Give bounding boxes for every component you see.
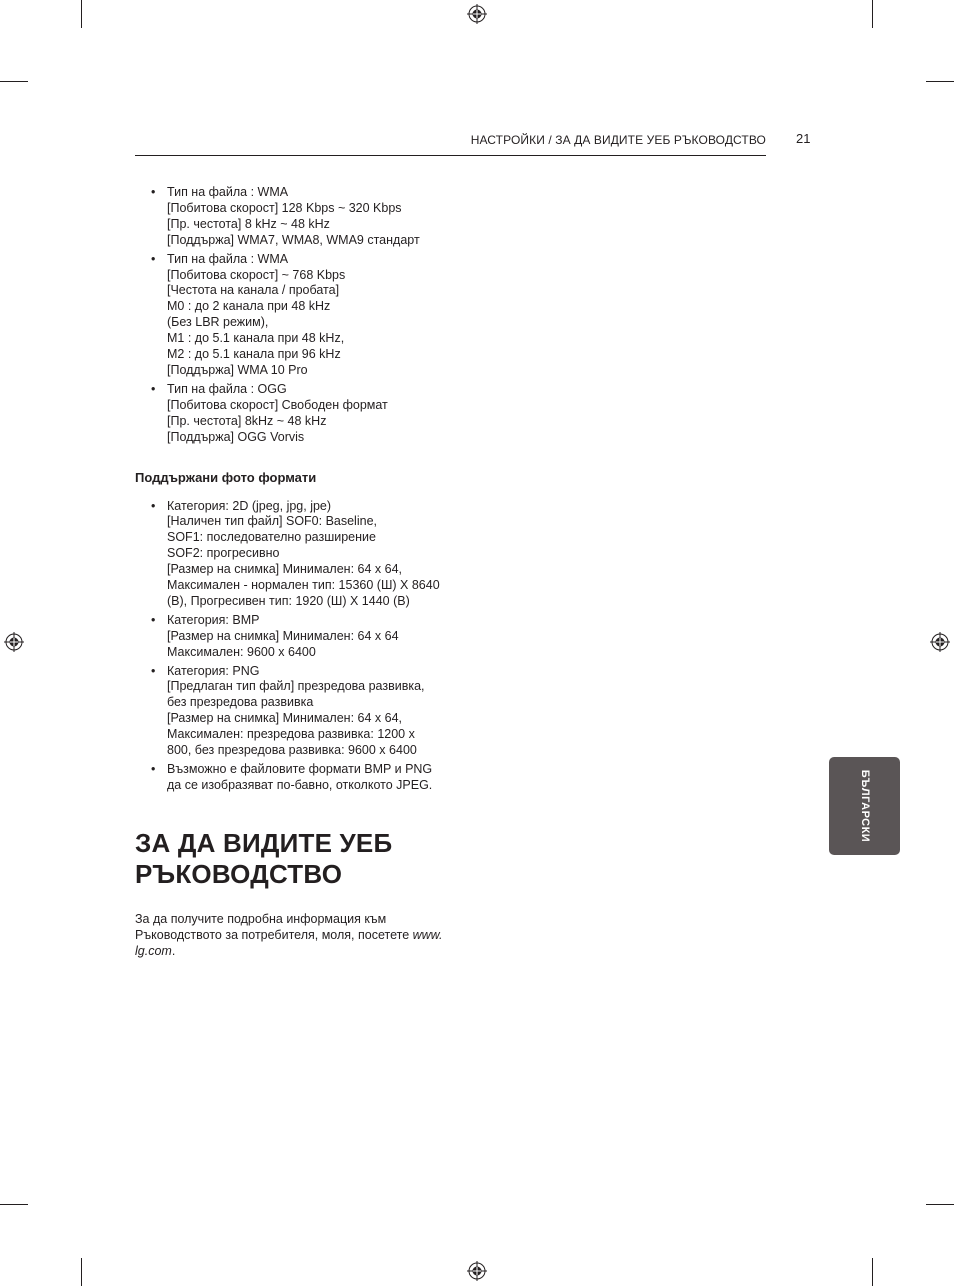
item-line: Максимален - нормален тип: 15360 (Ш) X 8640 bbox=[167, 578, 440, 593]
item-line: без презредова развивка bbox=[167, 695, 314, 710]
intro-line bbox=[135, 944, 475, 960]
item-line: SOF2: прогресивно bbox=[167, 546, 280, 561]
language-tab bbox=[829, 757, 900, 855]
crop-mark bbox=[81, 1258, 82, 1286]
list-item bbox=[135, 185, 475, 249]
item-line: SOF1: последователно разширение bbox=[167, 530, 376, 545]
list-item bbox=[135, 252, 475, 379]
crop-mark bbox=[0, 1204, 28, 1205]
item-line: да се изобразяват по-бавно, отколкото JPEG. bbox=[167, 777, 433, 792]
crop-mark bbox=[872, 0, 873, 28]
item-line: Категория: 2D (jpeg, jpg, jpe) bbox=[167, 498, 332, 513]
crop-mark bbox=[872, 1258, 873, 1286]
bullet-icon: • bbox=[151, 185, 156, 199]
registration-mark-icon bbox=[467, 1261, 487, 1281]
bullet-icon: • bbox=[151, 498, 156, 513]
item-line: Тип на файла : WMA bbox=[167, 185, 289, 199]
section-title-web-manual bbox=[135, 828, 475, 890]
crop-mark bbox=[926, 81, 954, 82]
item-line: M2 : до 5.1 канала при 96 kHz bbox=[167, 347, 341, 362]
bullet-icon: • bbox=[151, 663, 156, 678]
item-line: Тип на файла : WMA bbox=[167, 251, 289, 266]
bullet-icon: • bbox=[151, 381, 156, 396]
title-line: ЗА ДА ВИДИТЕ УЕБ bbox=[135, 827, 393, 858]
item-line: [Наличен тип файл] SOF0: Baseline, bbox=[167, 514, 377, 529]
website-link[interactable]: lg.com bbox=[135, 943, 172, 958]
item-line: Категория: PNG bbox=[167, 663, 260, 678]
item-line: [Поддържа] OGG Vorvis bbox=[167, 429, 305, 444]
item-line: Тип на файла : OGG bbox=[167, 381, 287, 396]
registration-mark-icon bbox=[930, 632, 950, 652]
list-item bbox=[135, 762, 475, 794]
website-link[interactable]: www. bbox=[412, 927, 443, 942]
item-line: 800, без презредова развивка: 9600 x 6400 bbox=[167, 743, 417, 758]
item-line: Максимален: 9600 x 6400 bbox=[167, 644, 316, 659]
intro-text: Ръководството за потребителя, моля, посетете bbox=[135, 927, 413, 942]
bullet-icon: • bbox=[151, 251, 156, 266]
item-line: (Без LBR режим), bbox=[167, 315, 269, 330]
bullet-icon: • bbox=[151, 612, 156, 627]
item-line: [Пр. честота] 8 kHz ~ 48 kHz bbox=[167, 216, 330, 231]
item-line: [Побитова скорост] ~ 768 Kbps bbox=[167, 267, 346, 282]
bullet-icon: • bbox=[151, 762, 156, 776]
intro-line: За да получите подробна информация към bbox=[135, 911, 387, 926]
list-item bbox=[135, 499, 475, 610]
item-line: Категория: BMP bbox=[167, 612, 260, 627]
intro-line bbox=[135, 928, 475, 944]
list-item bbox=[135, 664, 475, 759]
item-line: [Размер на снимка] Минимален: 64 x 64, bbox=[167, 711, 403, 726]
item-line: Максимален: презредова развивка: 1200 x bbox=[167, 727, 415, 742]
item-line: [Поддържа] WMA7, WMA8, WMA9 стандарт bbox=[167, 232, 420, 247]
item-line: [Поддържа] WMA 10 Pro bbox=[167, 362, 308, 377]
running-header: НАСТРОЙКИ / ЗА ДА ВИДИТЕ УЕБ РЪКОВОДСТВО bbox=[470, 133, 766, 147]
item-line: [Размер на снимка] Минимален: 64 x 64, bbox=[167, 562, 403, 577]
item-line: M1 : до 5.1 канала при 48 kHz, bbox=[167, 331, 345, 346]
item-line: [Честота на канала / пробата] bbox=[167, 283, 340, 298]
page-number: 21 bbox=[796, 131, 811, 146]
web-manual-intro bbox=[135, 912, 475, 960]
list-item bbox=[135, 382, 475, 446]
item-line: [Побитова скорост] 128 Kbps ~ 320 Kbps bbox=[167, 200, 402, 215]
main-content bbox=[135, 185, 475, 960]
registration-mark-icon bbox=[4, 632, 24, 652]
item-line: [Размер на снимка] Минимален: 64 x 64 bbox=[167, 628, 399, 643]
item-line: [Предлаган тип файл] презредова развивка, bbox=[167, 679, 425, 694]
section-heading-photo-formats: Поддържани фото формати bbox=[135, 469, 317, 485]
language-tab-label: БЪЛГАРСКИ bbox=[858, 769, 871, 843]
intro-text: . bbox=[171, 943, 176, 958]
list-item bbox=[135, 613, 475, 661]
crop-mark bbox=[0, 81, 28, 82]
item-line: (В), Прогресивен тип: 1920 (Ш) X 1440 (В) bbox=[167, 593, 410, 608]
audio-format-list bbox=[135, 185, 475, 446]
registration-mark-icon bbox=[467, 4, 487, 24]
crop-mark bbox=[81, 0, 82, 28]
photo-format-list bbox=[135, 499, 475, 794]
item-line: Възможно е файловите формати BMP и PNG bbox=[167, 762, 433, 776]
crop-mark bbox=[926, 1204, 954, 1205]
item-line: M0 : до 2 канала при 48 kHz bbox=[167, 299, 331, 314]
header-divider bbox=[135, 155, 766, 156]
item-line: [Пр. честота] 8kHz ~ 48 kHz bbox=[167, 413, 327, 428]
item-line: [Побитова скорост] Свободен формат bbox=[167, 397, 388, 412]
title-line: РЪКОВОДСТВО bbox=[135, 858, 343, 889]
